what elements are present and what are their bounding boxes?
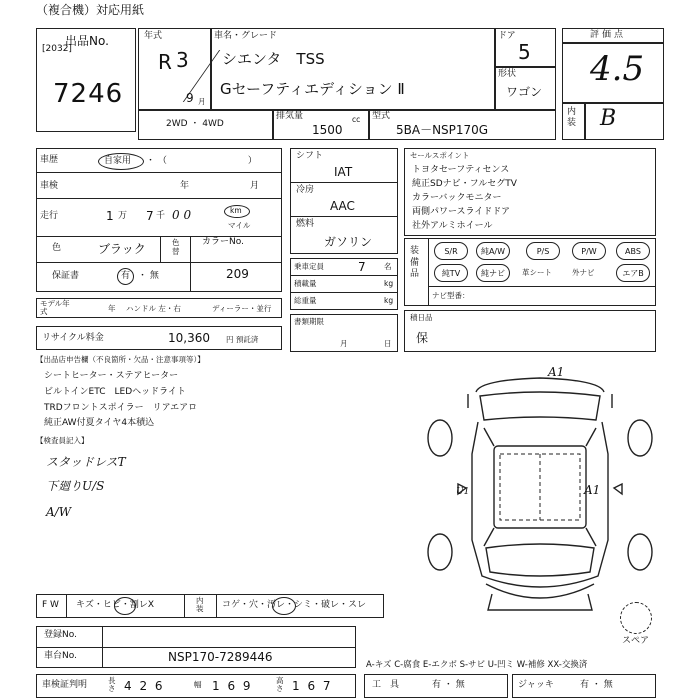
year-month-unit: 月 [198, 97, 206, 106]
fuel-value: ガソリン [324, 235, 373, 249]
drive-options: 2WD ・ 4WD [166, 119, 224, 129]
note-item: シートヒーター・ステアヒーター [44, 371, 179, 381]
tools-label: 工 具 [372, 680, 400, 690]
equip-ps: P/S [526, 242, 560, 260]
length-label: 長さ [108, 676, 116, 694]
scratch-options: キズ・ヒビ・割レX [76, 600, 154, 610]
inspector-item: スタッドレスT [46, 455, 126, 469]
chassis-value: NSP170-7289446 [168, 650, 273, 664]
shift-value: IAT [334, 165, 353, 179]
score-label: 評価点 [590, 30, 627, 40]
mileage-man-unit: 万 [118, 211, 128, 221]
interior-damage-options: コゲ・穴・汚レ・シミ・破レ・スレ [222, 600, 367, 610]
dealer-options: ディーラー・並行 [212, 304, 272, 313]
fw-label: F W [42, 600, 59, 610]
equip-ext-navi: 外ナビ [572, 268, 595, 277]
recycle-value: 10,360 [168, 331, 210, 345]
shape-value: ワゴン [506, 85, 543, 99]
interior-row-label: 内装 [196, 596, 204, 614]
ac-label: 冷房 [296, 185, 315, 195]
hold-label: 積日品 [410, 313, 433, 322]
hold-value: 保 [416, 331, 429, 345]
lot-number: 7246 [53, 79, 124, 109]
inspector-item: 下廻りU/S [46, 479, 105, 493]
equipment-label: 装備品 [410, 246, 420, 280]
model-type-label: 型式 [372, 111, 391, 121]
model-year-label: モデル年式 [40, 299, 70, 317]
capacity-value: 7 [358, 260, 366, 274]
damage-legend: A-キズ C-腐食 E-エクボ S-サビ U-凹ミ W-補修 XX-交換済 [366, 660, 588, 670]
mileage-label: 走行 [40, 211, 59, 221]
doc-deadline-day: 日 [384, 339, 392, 348]
displacement-label: 排気量 [276, 111, 304, 121]
equip-abs: ABS [616, 242, 650, 260]
sales-point-item: 社外アルミホイール [412, 221, 493, 231]
weight-unit: kg [384, 296, 394, 305]
history-rest: ・ （ ） [146, 156, 257, 166]
jack-value: 有 ・ 無 [580, 680, 613, 690]
year-label: 年式 [144, 31, 163, 41]
inspection-year-unit: 年 [180, 181, 190, 191]
equip-airbag: エアB [616, 264, 650, 282]
mileage-rest: 0 0 [172, 208, 192, 222]
score-value: 4.5 [590, 49, 645, 89]
model-label: 車名・グレード [214, 31, 278, 41]
equip-genuine-navi: 純ナビ [476, 264, 510, 282]
width-value: 1 6 9 [212, 679, 253, 693]
year-era: R [158, 50, 172, 74]
model-name: シエンタ TSS [222, 50, 325, 68]
doc-deadline-month: 月 [340, 339, 348, 348]
inspection-month-unit: 月 [250, 181, 260, 191]
color-label: 色 [52, 243, 62, 253]
handle-options: ハンドル 左・右 [126, 304, 181, 313]
mileage-man: 1 [106, 209, 114, 223]
inspection-label: 車検 [40, 181, 59, 191]
load-label: 積載量 [294, 279, 317, 288]
sales-point-item: 両側パワースライドドア [412, 207, 511, 217]
mileage-sen-unit: 千 [156, 211, 166, 221]
color-change-label: 色替 [172, 238, 180, 257]
shift-label: シフト [296, 151, 324, 161]
width-label: 幅 [194, 680, 202, 689]
sales-point-item: カラーバックモニター [412, 193, 502, 203]
interior-value: B [600, 106, 617, 131]
notes-label: 【出品店申告欄（不良箇所・欠品・注意事項等）】 [36, 355, 205, 364]
history-label: 車歴 [40, 155, 59, 165]
inspector-item: A/W [46, 505, 72, 519]
damage-mark: A1 [584, 483, 601, 497]
equip-genuine-aw: 純A/W [476, 242, 510, 260]
chassis-label: 車台No. [44, 651, 77, 661]
color-value: ブラック [98, 242, 146, 256]
lot-box [36, 28, 136, 132]
colorno-value: 209 [226, 267, 249, 281]
displacement-value: 1500 [312, 123, 343, 137]
year-value: 3 [176, 48, 189, 72]
equip-sr: S/R [434, 242, 468, 260]
registration-label: 登録No. [44, 630, 77, 640]
note-item: 純正AW付夏タイヤ4本積込 [44, 418, 155, 428]
warranty-rest: ・ 無 [138, 271, 159, 281]
spare-tire-icon [620, 602, 652, 634]
year-month: 9 [186, 91, 194, 105]
mileage-sen: 7 [146, 209, 154, 223]
mileage-unit-km: km [230, 206, 242, 215]
capacity-label: 乗車定員 [294, 262, 324, 271]
recycle-unit: 円 預託済 [226, 335, 259, 344]
note-item: ビルトインETC LEDヘッドライト [44, 387, 186, 397]
damage-mark: A1 [548, 365, 565, 379]
ac-value: AAC [330, 199, 355, 213]
fuel-label: 燃料 [296, 219, 315, 229]
hold-box [404, 310, 656, 352]
mileage-unit-mile: マイル [228, 221, 251, 230]
model-type-value: 5BA－NSP170G [396, 123, 489, 137]
model-year-unit: 年 [108, 304, 116, 313]
length-value: 4 2 6 [124, 679, 165, 693]
height-value: 1 6 7 [292, 679, 333, 693]
equip-leather-seat: 革シート [522, 268, 552, 277]
doc-deadline-label: 書類期限 [294, 317, 324, 326]
height-label: 高さ [276, 676, 284, 694]
inspector-label: 【検査員記入】 [36, 436, 89, 445]
history-value: 自家用 [104, 156, 132, 166]
colorno-label: カラーNo. [202, 237, 244, 247]
warranty-value: 有 [121, 271, 131, 281]
navi-model-label: ナビ型番： [432, 291, 470, 300]
doors-value: 5 [518, 40, 531, 64]
dimensions-label: 車検証判明 [42, 680, 88, 690]
sales-point-item: 純正SDナビ・フルセグTV [412, 179, 517, 189]
equip-genuine-tv: 純TV [434, 264, 468, 282]
displacement-unit: cc [352, 115, 361, 124]
sales-point-item: トヨタセーフティセンス [412, 165, 510, 175]
equip-pw: P/W [572, 242, 606, 260]
lot-sub: [2032] [42, 44, 72, 54]
jack-label: ジャッキ [518, 680, 554, 690]
tools-value: 有 ・ 無 [432, 680, 465, 690]
sales-points-label: セールスポイント [410, 151, 470, 160]
interior-label: 内装 [567, 107, 577, 128]
note-item: TRDフロントスポイラー リアエアロ [44, 403, 198, 413]
warranty-label: 保証書 [52, 271, 80, 281]
recycle-label: リサイクル料金 [42, 333, 104, 343]
shape-label: 形状 [498, 69, 517, 79]
form-title: （複合機）対応用紙 [36, 3, 145, 17]
capacity-unit: 名 [384, 262, 392, 271]
weight-label: 総重量 [294, 296, 317, 305]
load-unit: kg [384, 279, 394, 288]
model-grade: Gセーフティエディション Ⅱ [220, 80, 405, 98]
spare-label: スペア [622, 636, 650, 646]
lot-label: 出品No. [65, 34, 109, 48]
damage-mark: U1 [456, 487, 470, 497]
doors-label: ドア [498, 31, 516, 41]
